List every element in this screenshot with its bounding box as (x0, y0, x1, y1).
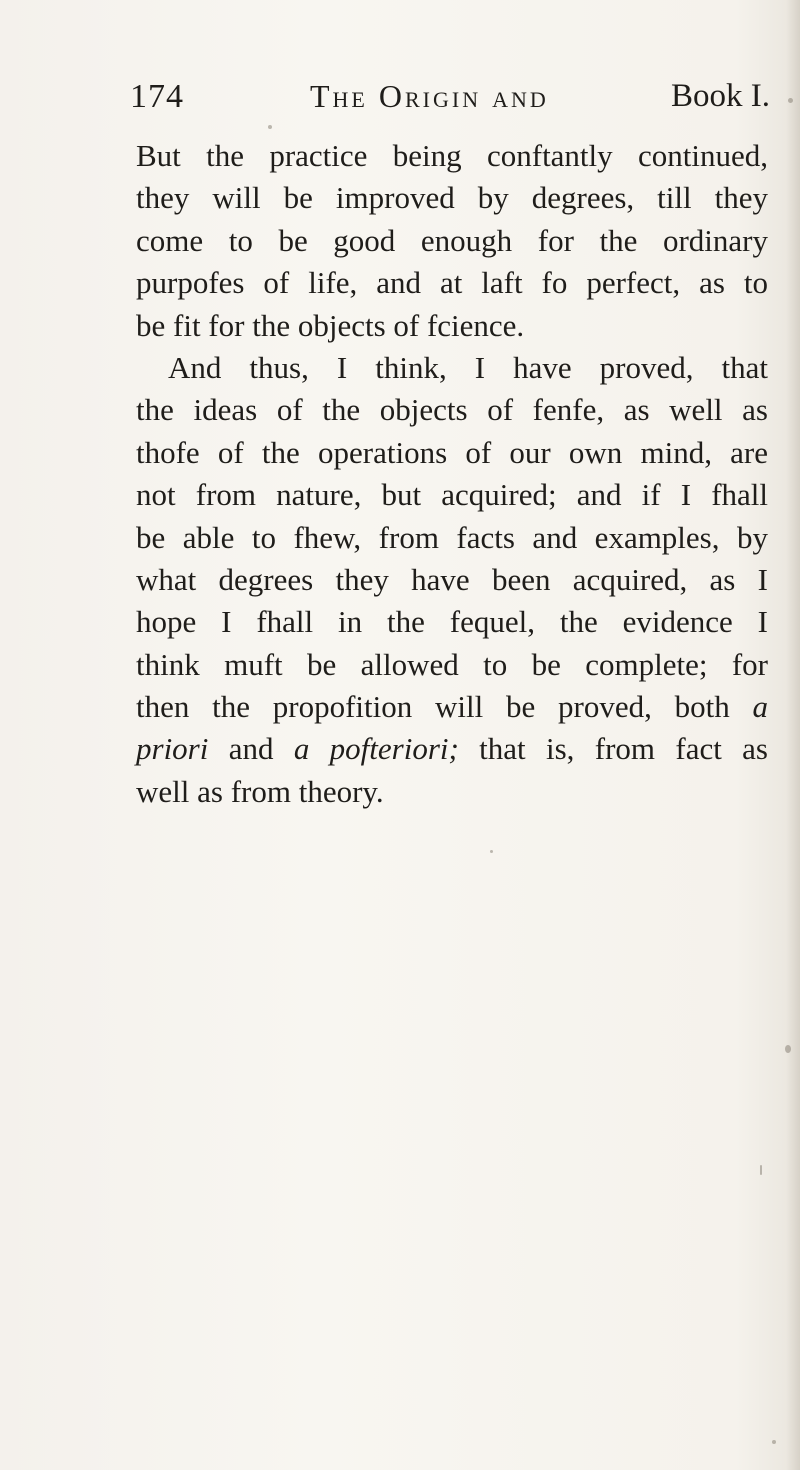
text-line: But the practice being conftantly continued, (136, 138, 768, 173)
text-fragment: that is, from fact as (479, 731, 768, 767)
text-line: be fit for the objects of fcience. (136, 307, 525, 343)
text-line: they will be improved by degrees, till they (136, 180, 768, 216)
text-line (136, 686, 768, 728)
body-text (136, 135, 768, 813)
text-line: think muft be allowed to be complete; for (136, 646, 768, 682)
text-line: the ideas of the objects of fenfe, as well as (136, 392, 768, 428)
paper-speck (772, 1440, 776, 1444)
paper-speck (785, 1045, 791, 1053)
italic-fragment: priori (136, 731, 209, 767)
running-book-label: Book I. (671, 78, 770, 114)
text-line: thofe of the operations of our own mind, are (136, 434, 768, 470)
page-edge-shadow (786, 0, 800, 1470)
text-line: be able to fhew, from facts and examples, by (136, 519, 768, 555)
text-line: come to be good enough for the ordinary (136, 222, 768, 258)
text-fragment: and (228, 731, 274, 767)
paper-speck (760, 1165, 762, 1175)
running-head (130, 78, 770, 128)
text-line: And thus, I think, I have proved, that (168, 349, 768, 385)
text-line (136, 728, 768, 770)
text-fragment: then the propofition will be proved, both (136, 689, 730, 725)
text-line: purpofes of life, and at laft fo perfect, as to (136, 265, 768, 301)
text-line: well as from theory. (136, 773, 384, 809)
italic-fragment: a (752, 689, 768, 725)
running-title: The Origin and (310, 78, 549, 114)
text-line: not from nature, but acquired; and if I fhall (136, 477, 768, 513)
paper-speck (268, 125, 272, 129)
paper-speck (490, 850, 493, 853)
text-line: hope I fhall in the fequel, the evidence I (136, 604, 768, 640)
paper-speck (788, 98, 793, 103)
italic-fragment: a pofteriori; (293, 731, 459, 767)
text-line: what degrees they have been acquired, as I (136, 561, 768, 597)
page-number: 174 (130, 78, 184, 115)
